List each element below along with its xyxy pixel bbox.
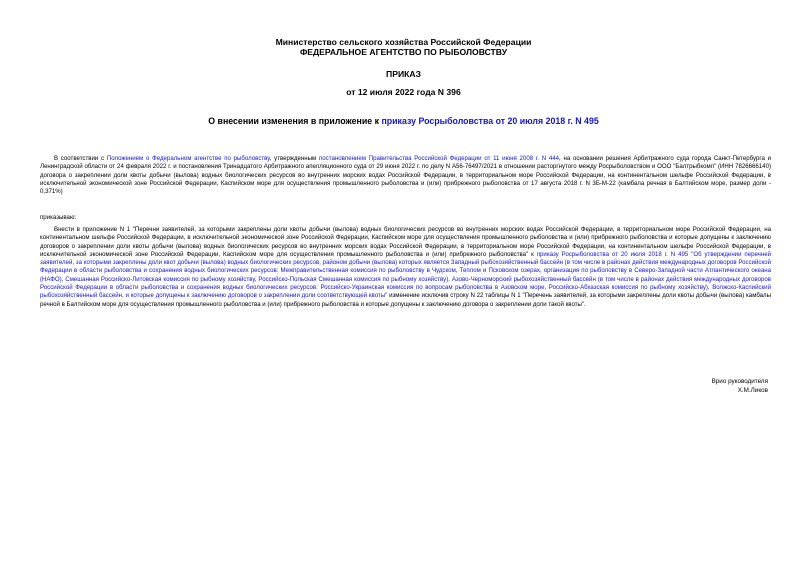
preamble-text-1: В соответствии с: [54, 155, 107, 162]
order-word-text: приказываю:: [40, 214, 77, 221]
signatory-position: Врио руководителя: [711, 378, 768, 385]
title-prefix: О внесении изменения в приложение к: [208, 116, 382, 126]
document-type: ПРИКАЗ: [386, 69, 421, 79]
preamble-text-3: , на основании решения Арбитражного суда города Санкт-Петербурга и Ленинградской области от 24 февраля 2022 г. и постановления Тринадцатого Арбитражного апелляционного суда от 29 июня 2022 г. по делу N А56-76497/2021 в отношении расторгнутого между Росрыболовством и ООО "Балтрыбкомп" (ИНН 7826666140) договора о закреплении доли квоты добычи (вылова) водных биологических ресурсов во внутренних морских водах Российской Федерации, в территориальном море Российской Федерации, на континентальном шельфе Российской Федерации, в исключительной экономической зоне Российской Федерации, Каспийском море для осуществления промышленного рыболовства и (или) прибрежного рыболовства от 17 августа 2018 г. N 3Б-М-22 (камбала речная в Балтийском море, размер доли - 0,371%): [40, 155, 772, 196]
signatory-name: Х.М.Ликов: [737, 387, 768, 394]
main-text-1: Внести в приложение N 1 "Перечни заявителей, за которыми закреплены доли квоты добычи (вылова) водных биологических ресурсов во внутренних морских водах Российской Федерации, в территориальном море Российской Федерации, на континентальном шельфе Российской Федерации, в исключительной экономической зоне Российской Федерации, Каспийском море для осуществления промышленного рыболовства и (или) прибрежного рыболовства и которые допущены к заключению договоров о закреплении доли квоты добычи (вылова) водных биологических ресурсов во внутренних морских водах Российской Федерации, в территориальном море Российской Федерации, на континентальном шельфе Российской Федерации, в исключительной экономической зоне Российской Федерации, Каспийском море для осуществления промышленного рыболовства и (или) прибрежного рыболовства" к: [40, 226, 771, 258]
document-date-number: от 12 июля 2022 года N 396: [346, 87, 461, 97]
main-paragraph: [40, 226, 771, 309]
preamble-text-2: , утвержденным: [269, 155, 319, 162]
link-order-495-full[interactable]: приказу Росрыболовства от 20 июля 2018 г. N 495 "Об утверждении перечней заявителей, за которыми закреплены доли квот добычи (вылова) водных биологических ресурсов, районом добычи (вылова) которых является Западный рыбохозяйственный бассейн (в том числе в районах действия международных договоров Российской Федерации в области рыболовства и сохранения водных биологических ресурсов: Межправительственная комиссия по рыболовству в Чудском, Теплом и Псковском озерах, организация по рыболовству в Северо-Западной части Атлантического океана (НАФО), Смешанная Российско-Литовская комиссия по рыбному хозяйству, Российско-Польская Смешанная комиссия по рыбному хозяйству), Азово-Черноморский рыбохозяйственный бассейн (в том числе в районах действия международных договоров Российской Федерации в области рыболовства и сохранения водных биологических ресурсов: Российско-Украинская комиссия по вопросам рыболовства в Азовском море, Российско-Абхазская комиссия по рыбному хозяйству), Волжско-Каспийский рыбохозяйственный бассейн, и которые допущены к заключению договоров о закреплении доли соответствующей квоты": [40, 250, 772, 300]
ministry-name: Министерство сельского хозяйства Российской Федерации: [275, 37, 532, 47]
agency-name: ФЕДЕРАЛЬНОЕ АГЕНТСТВО ПО РЫБОЛОВСТВУ: [299, 47, 508, 57]
document-title: [0, 116, 807, 126]
title-link-order-495[interactable]: приказу Росрыболовства от 20 июля 2018 г. N 495: [381, 116, 599, 126]
main-text-2: изменение исключив строку N 22 таблицы N 1 "Перечень заявителей, за которыми закреплены доли квоты добычи (вылова) камбалы речной в Балтийском море для осуществления промышленного рыболовства и (или) прибрежного рыболовства и которые допущены к заключению договора о закреплении доли такой квоты".: [40, 292, 771, 308]
signature-block: [712, 377, 768, 395]
link-agency-regulation[interactable]: Положением о Федеральном агентстве по рыболовству: [106, 155, 270, 162]
preamble-paragraph: [40, 155, 771, 196]
link-government-decree-444[interactable]: постановлением Правительства Российской Федерации от 11 июня 2008 г. N 444: [318, 155, 560, 162]
order-word: [40, 214, 771, 222]
